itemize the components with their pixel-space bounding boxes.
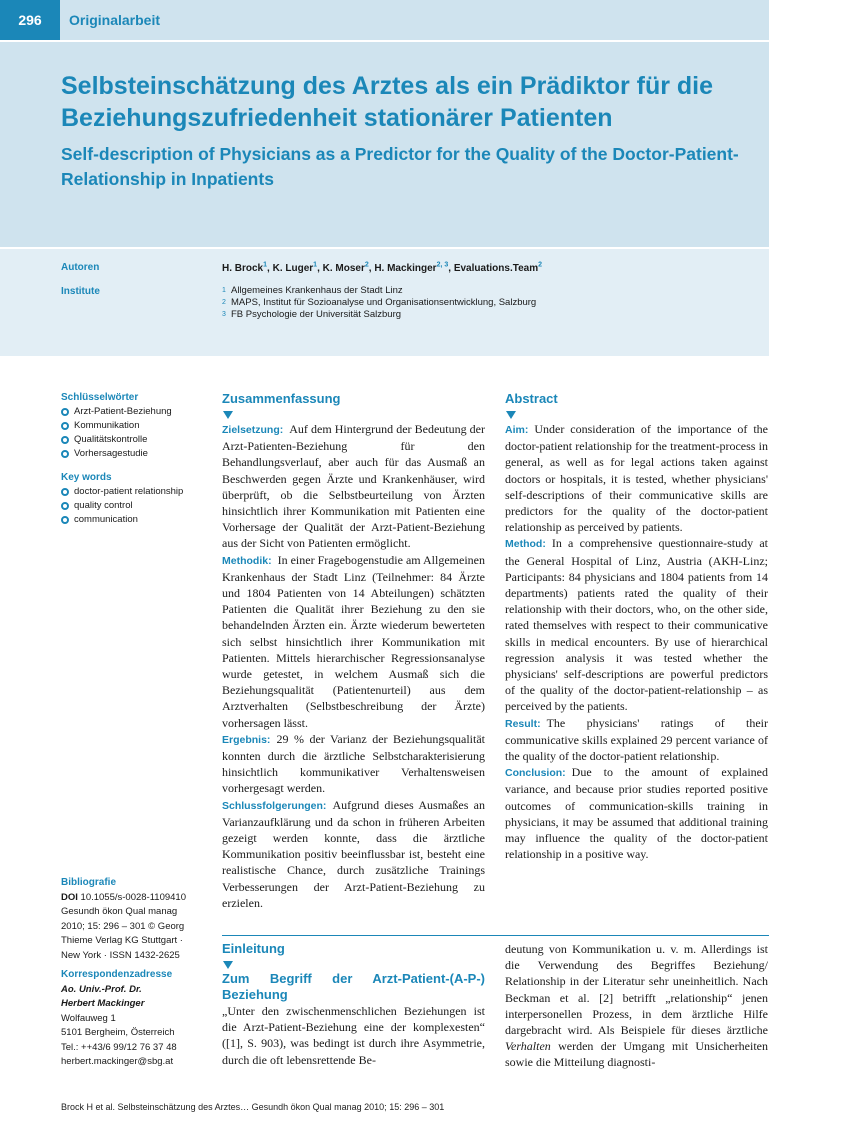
- citation-line: 2010; 15: 296 – 301 © Georg: [61, 920, 185, 932]
- einleitung-subheading: Zum Begriff der Arzt-Patient-(A-P-) Beziehung: [222, 971, 485, 1002]
- abstract-paragraph: Ergebnis: 29 % der Varianz der Beziehungsqualität konnten durch die ärztliche Selbstcharakterisierung hinsichtlich kommunikativer Verhaltensweisen vorhergesagt werden.: [222, 731, 485, 796]
- bullet-circle-icon: [61, 502, 69, 510]
- institutes-label: Institute: [61, 286, 100, 297]
- abstract-heading: Abstract: [505, 391, 558, 406]
- abstract-paragraph: Methodik: In einer Fragebogenstudie am Allgemeinen Krankenhaus der Stadt Linz (Teilnehmer: 84 Ärzte und 1804 Patienten von 14 Abteilungen) schätzten Patienten die Qualität ihrer Beziehung zu den sie behandelnden Ärzten ein. Ärzte wiederum bewerteten sich selbst hinsichtlich ihrer Kommunikation mit Patienten. Mittels hierarchischer Regressionsanalyse wurde getestet, in welchem Ausmaß sich die Beziehungsqualität (Patientenurteil) aus dem Arztverhalten (Selbstbeschreibung der Ärzte) vorhersagen lässt.: [222, 552, 485, 730]
- authors-label: Autoren: [61, 262, 100, 273]
- page-number: 296: [0, 0, 60, 40]
- keywords-sidebar: [61, 391, 211, 527]
- bullet-circle-icon: [61, 488, 69, 496]
- citation-line: Gesundh ökon Qual manag: [61, 906, 178, 917]
- abstract-paragraph: Aim: Under consideration of the importance of the doctor-patient relationship for the treatment-process in general, as well as for legal actions taken against doctors or hospitals, it is tested, whether physicians' self-descriptions of their communicative skills are predictors for the quality of the doctor-patient relationship as perceived by patients.: [505, 422, 768, 535]
- institute-item: 1 Allgemeines Krankenhaus der Stadt Linz: [222, 285, 403, 296]
- doi-line: DOI 10.1055/s-0028-1109410: [61, 891, 187, 903]
- zusammenfassung-heading: Zusammenfassung: [222, 391, 341, 406]
- einleitung-heading: Einleitung: [222, 941, 285, 956]
- section-label: Originalarbeit: [69, 12, 161, 28]
- bullet-circle-icon: [61, 422, 69, 430]
- body-paragraph: deutung von Kommunikation u. v. m. Allerdings ist die Verwendung des Begriffes Beziehung/ Relationship in der Literatur sehr uneinheitlich. Nach Beckman et al. [2] betrifft „relationship“ jenen interpersonellen Prozess, in dem ärztliche Hilfe dargebracht wird. Als Beispiele für dieses ärztliche Verhalten werden der Umgang mit Unsicherheiten sowie die Mitteilung diagnosti-: [505, 942, 769, 1070]
- author-list: [222, 262, 542, 274]
- keyword-item: Arzt-Patient-Beziehung: [61, 405, 211, 419]
- keyword-item: Qualitätskontrolle: [61, 433, 211, 447]
- title-german: Selbsteinschätzung des Arztes als ein Prädiktor für die Beziehungszufriedenheit stationärer Patienten: [61, 72, 714, 132]
- institute-item: 2 MAPS, Institut für Sozioanalyse und Organisationsentwicklung, Salzburg: [222, 297, 537, 308]
- abstract-paragraph: Schlussfolgerungen: Aufgrund dieses Ausmaßes an Varianzaufklärung und da schon in früheren Arbeiten gezeigt werden konnte, dass die ärztliche Kommunikation positiv beeinflussbar ist, besteht eine realistische Chance, durch zusätzliche Trainings Verbesserungen der Arzt-Patient-Beziehung zu erzielen.: [222, 797, 485, 910]
- keyword-item: Vorhersagestudie: [61, 447, 211, 461]
- bibliography-label: Bibliografie: [61, 877, 117, 888]
- bibliography-sidebar: [61, 876, 211, 1070]
- institute-item: 3 FB Psychologie der Universität Salzburg: [222, 309, 402, 320]
- keywords-de-label: Schlüsselwörter: [61, 392, 139, 403]
- bullet-circle-icon: [61, 408, 69, 416]
- email-link[interactable]: herbert.mackinger@sbg.at: [61, 1056, 174, 1067]
- correspondence-title: Ao. Univ.-Prof. Dr.: [61, 983, 142, 995]
- bullet-circle-icon: [61, 516, 69, 524]
- citation-line: Thieme Verlag KG Stuttgart ·: [61, 935, 183, 946]
- abstract-column: [505, 391, 768, 862]
- abstract-paragraph: Method: In a comprehensive questionnaire-study at the General Hospital of Linz, Austria (AKH-Linz; Participants: 84 physicians and 1804 patients from 14 departments) patients rated the quality of their relationship with their doctors, who, on the other side, rated themselves with respect to their communicative skills in medical encounters. By use of hierarchical regression analysis it was tested whether the physicians' self-descriptions are powerful predictors of the quality of the doctor-patient-relationship – as perceived by the patients.: [505, 536, 768, 714]
- citation-line: New York · ISSN 1432-2625: [61, 949, 180, 961]
- triangle-down-icon: [223, 961, 233, 969]
- correspondence-name: Herbert Mackinger: [61, 998, 145, 1009]
- bullet-circle-icon: [61, 436, 69, 444]
- einleitung-column-right: [505, 941, 768, 1071]
- address-line: Wolfauweg 1: [61, 1012, 116, 1024]
- abstract-paragraph: Result: The physicians' ratings of their communicative skills explained 29 percent variance of the quality of the doctor-patient relationship.: [505, 715, 768, 764]
- bullet-circle-icon: [61, 450, 69, 458]
- keyword-item: communication: [61, 513, 211, 527]
- triangle-down-icon: [223, 411, 233, 419]
- body-paragraph: „Unter den zwischenmenschlichen Beziehungen ist die Arzt-Patient-Beziehung eine der komplexesten“ ([1], S. 903), was bedingt ist durch ihre Asymmetrie, durch die oft lebensrettende Be-: [222, 1004, 485, 1067]
- einleitung-column-left: [222, 941, 485, 1068]
- institute-list: [222, 285, 536, 321]
- keywords-en-label: Key words: [61, 472, 112, 483]
- zusammenfassung-column: [222, 391, 485, 911]
- triangle-down-icon: [506, 411, 516, 419]
- section-divider: [222, 935, 769, 936]
- author: Evaluations.Team$^2$: [453, 262, 543, 275]
- phone-line: Tel.: ++43/6 99/12 76 37 48: [61, 1041, 177, 1053]
- keyword-item: doctor-patient relationship: [61, 485, 211, 499]
- doi-link[interactable]: 10.1055/s-0028-1109410: [80, 891, 187, 903]
- title-english: Self-description of Physicians as a Predictor for the Quality of the Doctor-Patient-Relationship in Inpatients: [61, 144, 739, 189]
- author: K. Luger$^1$,: [272, 262, 323, 275]
- address-line: 5101 Bergheim, Österreich: [61, 1027, 175, 1038]
- correspondence-label: Korrespondenzadresse: [61, 969, 173, 980]
- page-footer: Brock H et al. Selbsteinschätzung des Arztes… Gesundh ökon Qual manag 2010; 15: 296 – 301: [61, 1102, 445, 1112]
- keyword-item: quality control: [61, 499, 211, 513]
- abstract-paragraph: Zielsetzung: Auf dem Hintergrund der Bedeutung der Arzt-Patienten-Beziehung für den Behandlungsverlauf, aber auch für das Ausmaß an Beschwerden gegen Ärzte und Krankenhäuser, wird überprüft, ob die Selbstbeurteilung von Ärzten hinsichtlich ihrer Kommunikation mit Patienten eine Vorhersage der Qualität der Arzt-Patient-Beziehung aus der Sicht von Patienten ermöglicht.: [222, 422, 485, 551]
- author: K. Moser$^2$,: [322, 262, 375, 275]
- abstract-paragraph: Conclusion: Due to the amount of explained variance, and because prior studies reported positive outcomes of communication-skills training in physicians, it may be assumed that additional training may influence the quality of the doctor-patient relationship in a positive way.: [505, 765, 768, 862]
- author: H. Brock$^1$,: [222, 262, 273, 275]
- keyword-item: Kommunikation: [61, 419, 211, 433]
- keywords-de-list: [61, 405, 211, 461]
- author: H. Mackinger$^{2, 3}$,: [374, 262, 454, 275]
- keywords-en-list: [61, 485, 211, 527]
